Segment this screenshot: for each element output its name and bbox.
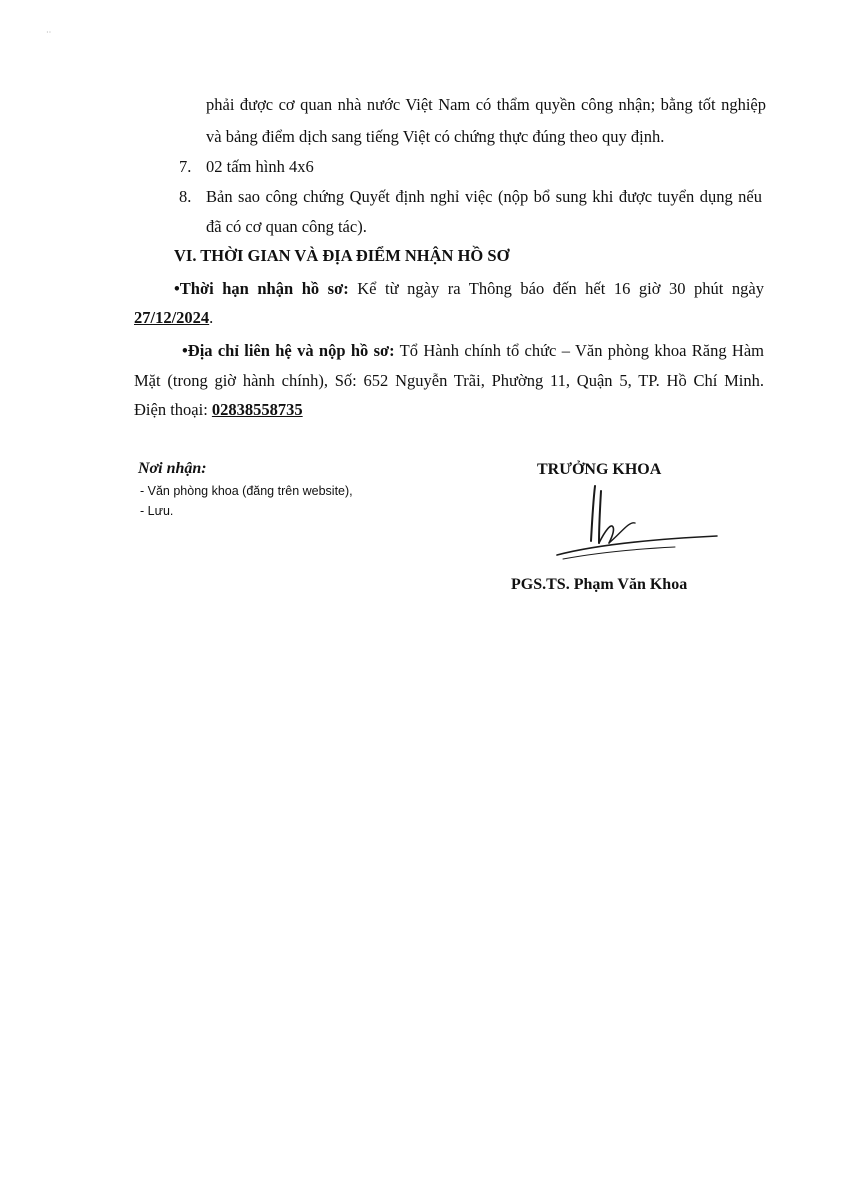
list-continuation-line-1: phải được cơ quan nhà nước Việt Nam có thẩm quyền công nhận; bằng tốt nghiệp bbox=[206, 95, 766, 114]
address-label: Địa chỉ liên hệ và nộp hồ sơ: bbox=[187, 341, 395, 360]
list-item-8-line-1: Bản sao công chứng Quyết định nghỉ việc (nộp bổ sung khi được tuyển dụng nếu bbox=[206, 187, 762, 206]
deadline-end: . bbox=[209, 308, 214, 327]
recipient-item: - Văn phòng khoa (đăng trên website), bbox=[140, 484, 353, 498]
signature-title: TRƯỞNG KHOA bbox=[537, 461, 662, 478]
deadline-paragraph-line-2 bbox=[134, 310, 213, 327]
recipients-title: Nơi nhận: bbox=[138, 460, 207, 477]
deadline-label: Thời hạn nhận hồ sơ: bbox=[179, 279, 349, 298]
scan-speck: ·· bbox=[46, 28, 52, 37]
recipient-item: - Lưu. bbox=[140, 504, 174, 518]
signer-name: PGS.TS. Phạm Văn Khoa bbox=[511, 576, 688, 593]
address-paragraph-line-1 bbox=[182, 343, 764, 360]
section-6-heading: VI. THỜI GIAN VÀ ĐỊA ĐIỂM NHẬN HỒ SƠ bbox=[174, 246, 510, 265]
handwritten-signature bbox=[555, 483, 720, 563]
phone-line bbox=[134, 402, 303, 419]
phone-label: Điện thoại: bbox=[134, 400, 212, 419]
list-item-8-line-2: đã có cơ quan công tác). bbox=[206, 217, 367, 236]
phone-number: 02838558735 bbox=[211, 400, 303, 419]
list-item-8-number: 8. bbox=[179, 187, 192, 206]
address-text: Tổ Hành chính tổ chức – Văn phòng khoa Răng Hàm bbox=[394, 341, 764, 360]
address-paragraph-line-2: Mặt (trong giờ hành chính), Số: 652 Nguyễn Trãi, Phường 11, Quận 5, TP. Hồ Chí Minh. bbox=[134, 371, 764, 390]
deadline-text: Kể từ ngày ra Thông báo đến hết 16 giờ 30 phút ngày bbox=[348, 279, 764, 298]
list-continuation-line-2: và bảng điểm dịch sang tiếng Việt có chứng thực đúng theo quy định. bbox=[206, 127, 665, 146]
list-item-7-text: 02 tấm hình 4x6 bbox=[206, 157, 314, 176]
deadline-paragraph-line-1 bbox=[174, 281, 764, 298]
list-item-7-number: 7. bbox=[179, 157, 192, 176]
deadline-date: 27/12/2024 bbox=[134, 308, 210, 327]
bullet: • bbox=[182, 341, 188, 360]
bullet: • bbox=[174, 279, 180, 298]
